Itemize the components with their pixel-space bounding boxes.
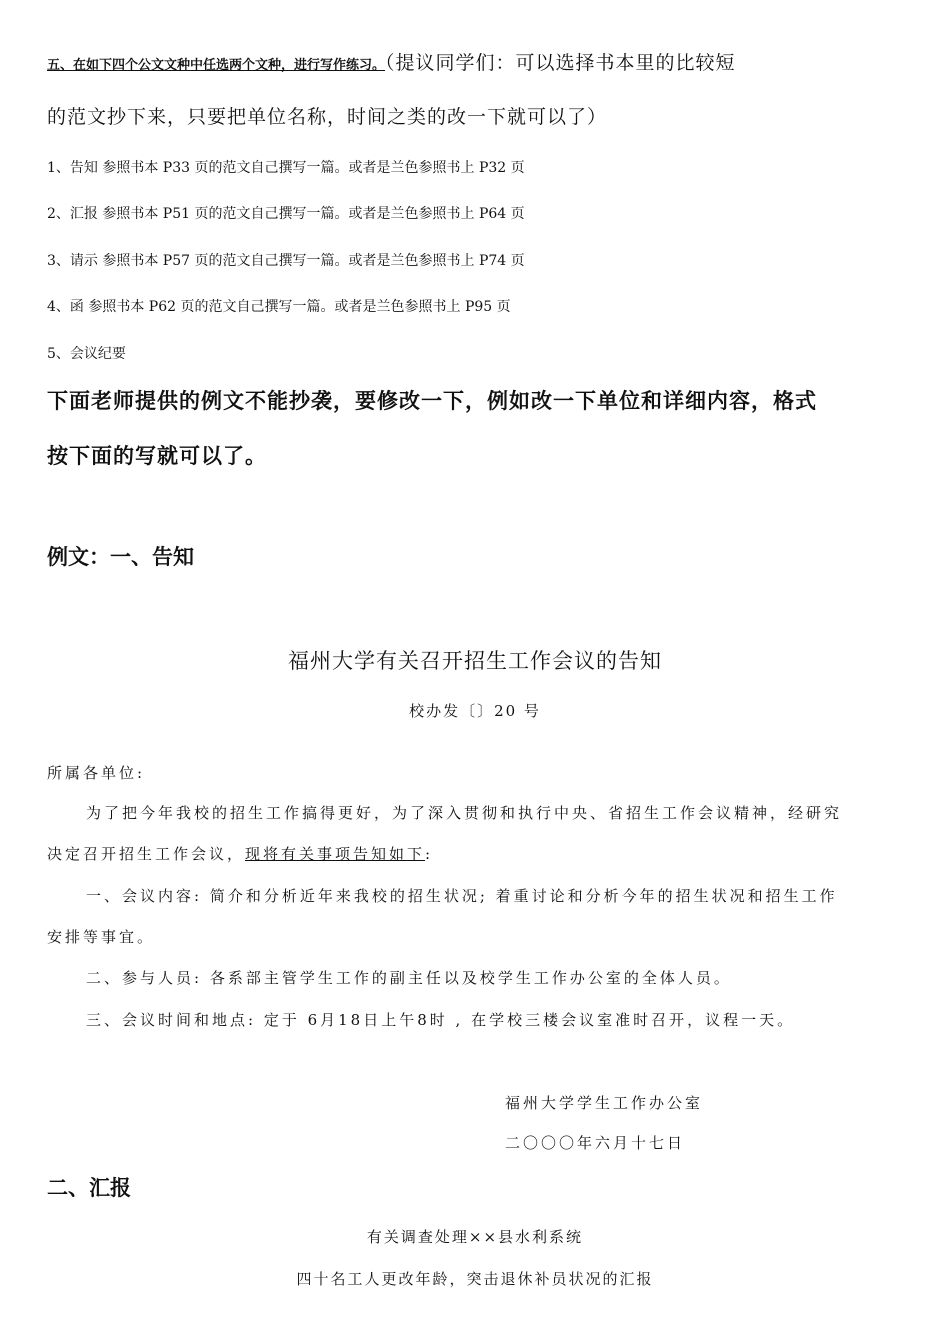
paragraph-intro-line1: 为了把今年我校的招生工作搞得更好，为了深入贯彻和执行中央、省招生工作会议精神，经研究 <box>86 804 843 822</box>
list-item: 4、函 参照书本 P62 页的范文自己撰写一篇。或者是兰色参照书上 P95 页 <box>47 299 511 315</box>
item-participants: 二、参与人员: 各系部主管学生工作的副主任以及校学生工作办公室的全体人员。 <box>86 969 732 987</box>
list-item: 1、告知 参照书本 P33 页的范文自己撰写一篇。或者是兰色参照书上 P32 页 <box>47 160 525 176</box>
report-title-line2: 四十名工人更改年龄，突击退休补员状况的汇报 <box>296 1270 654 1288</box>
report-title-line1: 有关调查处理××县水利系统 <box>366 1228 584 1246</box>
list-item: 5、会议纪要 <box>47 346 126 362</box>
item-content-line1: 一、会议内容: 简介和分析近年来我校的招生状况; 着重讨论和分析今年的招生状况和招生工作 <box>86 887 838 905</box>
task-instruction <box>47 48 736 75</box>
section-heading-notice: 例文：一、告知 <box>47 545 194 569</box>
section-heading-report: 二、汇报 <box>47 1176 131 1200</box>
notice-line2: 按下面的写就可以了。 <box>47 444 267 468</box>
task-note-line1: （提议同学们：可以选择书本里的比较短 <box>385 52 736 74</box>
signature-date: 二〇〇〇年六月十七日 <box>505 1134 686 1152</box>
item-time-place: 三、会议时间和地点: 定于 6月18日上午8时 , 在学校三楼会议室准时召开，议程一天。 <box>86 1011 796 1029</box>
document-number: 校办发〔〕20 号 <box>409 702 541 720</box>
task-heading: 五、在如下四个公文文种中任选两个文种，进行写作练习。 <box>47 58 386 73</box>
paragraph-intro-line2 <box>47 843 433 864</box>
document-title: 福州大学有关召开招生工作会议的告知 <box>288 649 662 673</box>
item-content-line2: 安排等事宜。 <box>47 928 156 946</box>
list-item: 2、汇报 参照书本 P51 页的范文自己撰写一篇。或者是兰色参照书上 P64 页 <box>47 206 525 222</box>
paragraph-intro-text: 决定召开招生工作会议， <box>47 845 246 863</box>
paragraph-intro-colon: : <box>425 845 434 863</box>
addressee: 所属各单位: <box>47 764 146 782</box>
signature-unit: 福州大学学生工作办公室 <box>505 1094 704 1112</box>
paragraph-intro-underlined: 现将有关事项告知如下 <box>245 845 426 863</box>
notice-line1: 下面老师提供的例文不能抄袭，要修改一下，例如改一下单位和详细内容，格式 <box>47 389 817 413</box>
list-item: 3、请示 参照书本 P57 页的范文自己撰写一篇。或者是兰色参照书上 P74 页 <box>47 253 525 269</box>
task-note-line2: 的范文抄下来，只要把单位名称，时间之类的改一下就可以了） <box>47 106 608 128</box>
